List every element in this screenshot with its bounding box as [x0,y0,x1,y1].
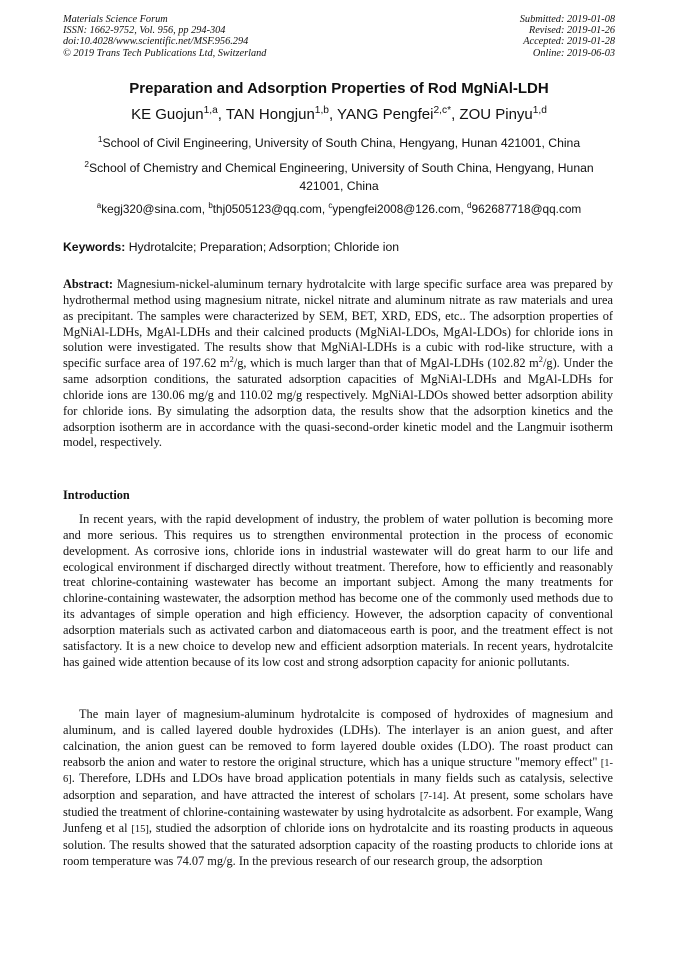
superscript: 2 [538,355,543,365]
paragraph-text: In recent years, with the rapid development of industry, the problem of water pollution is becoming more and more serious. This requires us to strengthen environmental protection in the process of economic development. As corrosive ions, chloride ions in industrial wastewater will do great harm to our life and ecological environment if discharged directly without treatment. Therefore, how to efficiently and reasonably treat chlorine-containing wastewater has become an important subject. Among the many treatments for chlorine-containing wastewater, the adsorption method has become one of the commonly used methods due to its advantages of simple operation and high efficiency. However, the adsorption capacity of conventional adsorption materials such as activated carbon and diatomaceous earth is poor, and the treatment effect is not satisfactory. It is a new choice to develop new and efficient adsorption materials. In recent years, hydrotalcite has gained wide attention because of its low cost and strong adsorption capacity for anionic pollutants. [63,512,613,669]
abstract-text: /g). Under the same adsorption conditions, the saturated adsorption capacities of MgNiAl-LDHs and MgAl-LDHs for chloride ions are 130.06 mg/g and 110.02 mg/g respectively. MgNiAl-LDOs showed better adsorption ability for chloride ions. By simulating the adsorption data, the results show that the adsorption kinetics and the adsorption isotherm are in accordance with the quasi-second-order kinetic model and the Langmuir isotherm model, respectively. [63,356,613,450]
author-affiliation-mark: 2,c* [433,105,452,116]
author-affiliation-mark: 1,a [203,105,218,116]
citation-ref: [7-14] [419,791,447,803]
author-separator: , [217,106,226,123]
journal-name: Materials Science Forum [63,14,168,25]
email-address: 962687718@qq.com [471,202,582,216]
text-run: The main layer of magnesium-aluminum hydrotalcite is composed of hydroxides of magnesium and aluminum, and is called layered double hydroxides (LDHs). The interlayer is an anion guest, and after calcination, the anion guest can be removed to form layered double oxides (LDO). The roast product can reabsorb the anion and water to restore the original structure, which has a unique structure "memory effect" [63,707,613,769]
email-separator: , [321,202,329,216]
keywords-label: Keywords: [63,240,126,254]
online-date: Online: 2019-06-03 [532,47,615,59]
author-list [0,106,678,123]
keywords-line [63,240,399,254]
email-address: kegj320@sina.com [101,202,202,216]
paragraph-text [63,707,613,869]
email-address: thj0505123@qq.com [212,202,322,216]
email-separator: , [201,202,209,216]
author-name: YANG Pengfei [337,106,434,123]
keywords-text: Hydrotalcite; Preparation; Adsorption; Chloride ion [128,240,400,254]
email-separator: , [460,202,468,216]
abstract-section [63,277,613,451]
affiliation-mark: 2 [84,158,89,169]
email-mark: d [467,201,472,211]
author-affiliation-mark: 1,d [532,105,547,116]
copyright-line: © 2019 Trans Tech Publications Ltd, Switzerland [63,47,267,59]
doi-line: doi:10.4028/www.scientific.net/MSF.956.294 [63,36,249,48]
author-emails [0,202,678,216]
citation-ref: [1-6] [63,757,613,786]
email-mark: c [328,201,333,211]
author-name: KE Guojun [131,106,204,123]
email-mark: a [96,201,102,211]
section-heading-introduction: Introduction [63,488,130,502]
affiliation-2 [72,159,606,195]
abstract-paragraph [63,277,613,451]
journal-header-right [520,14,615,59]
email-address: ypengfei2008@126.com [332,202,461,216]
journal-header-left [63,14,266,59]
citation-ref: [15] [131,823,149,835]
author-separator: , [451,106,460,123]
abstract-text: Magnesium-nickel-aluminum ternary hydrotalcite with large specific surface area was prepared by hydrothermal method using magnesium nitrate, nickel nitrate and aluminum nitrate as raw materials and urea as precipitant. The samples were characterized by SEM, BET, XRD, EDS, etc.. The adsorption properties of MgNiAl-LDHs, MgAl-LDHs and their calcined products (MgNiAl-LDOs, MgAl-LDOs) for chloride ions in solution were investigated. The results show that MgNiAl-LDHs is a cubic with rod-like structure, with a specific surface area of 197.62 m [63,277,613,371]
issn-line: ISSN: 1662-9752, Vol. 956, pp 294-304 [63,25,226,37]
affiliation-1 [72,134,606,152]
affiliation-text: School of Chemistry and Chemical Engineering, University of South China, Hengyang, Hunan 421001, China [88,161,594,193]
revised-date: Revised: 2019-01-26 [528,25,615,37]
author-affiliation-mark: 1,b [314,105,329,116]
paper-title: Preparation and Adsorption Properties of Rod MgNiAl-LDH [129,80,549,97]
intro-paragraph-2 [63,707,613,869]
text-run: . At present, some scholars have studied the treatment of chlorine-containing wastewater by using hydrotalcite as adsorbent. For example, Wang Junfeng et al [63,788,614,835]
abstract-label: Abstract: [63,277,114,291]
submitted-date: Submitted: 2019-01-08 [519,14,615,25]
author-separator: , [328,106,338,123]
text-run: , studied the adsorption of chloride ions on hydrotalcite and its roasting products in aqueous solution. The results showed that the saturated adsorption capacity of the roasting products to chloride ions at room temperature was 74.07 mg/g. In the previous research of our research group, the adsorption [63,820,613,868]
email-mark: b [208,201,213,211]
affiliation-mark: 1 [97,133,103,144]
accepted-date: Accepted: 2019-01-28 [523,36,615,48]
abstract-text: /g, which is much larger than that of MgAl-LDHs (102.82 m [233,356,539,371]
author-name: ZOU Pinyu [459,106,533,123]
intro-paragraph-1 [63,512,613,670]
superscript: 2 [229,355,234,365]
text-run: . Therefore, LDHs and LDOs have broad application potentials in many fields such as catalysis, selective adsorption and separation, and have attracted the interest of scholars [63,771,613,803]
affiliation-text: School of Civil Engineering, University of South China, Hengyang, Hunan 421001, China [102,136,581,150]
author-name: TAN Hongjun [225,106,315,123]
